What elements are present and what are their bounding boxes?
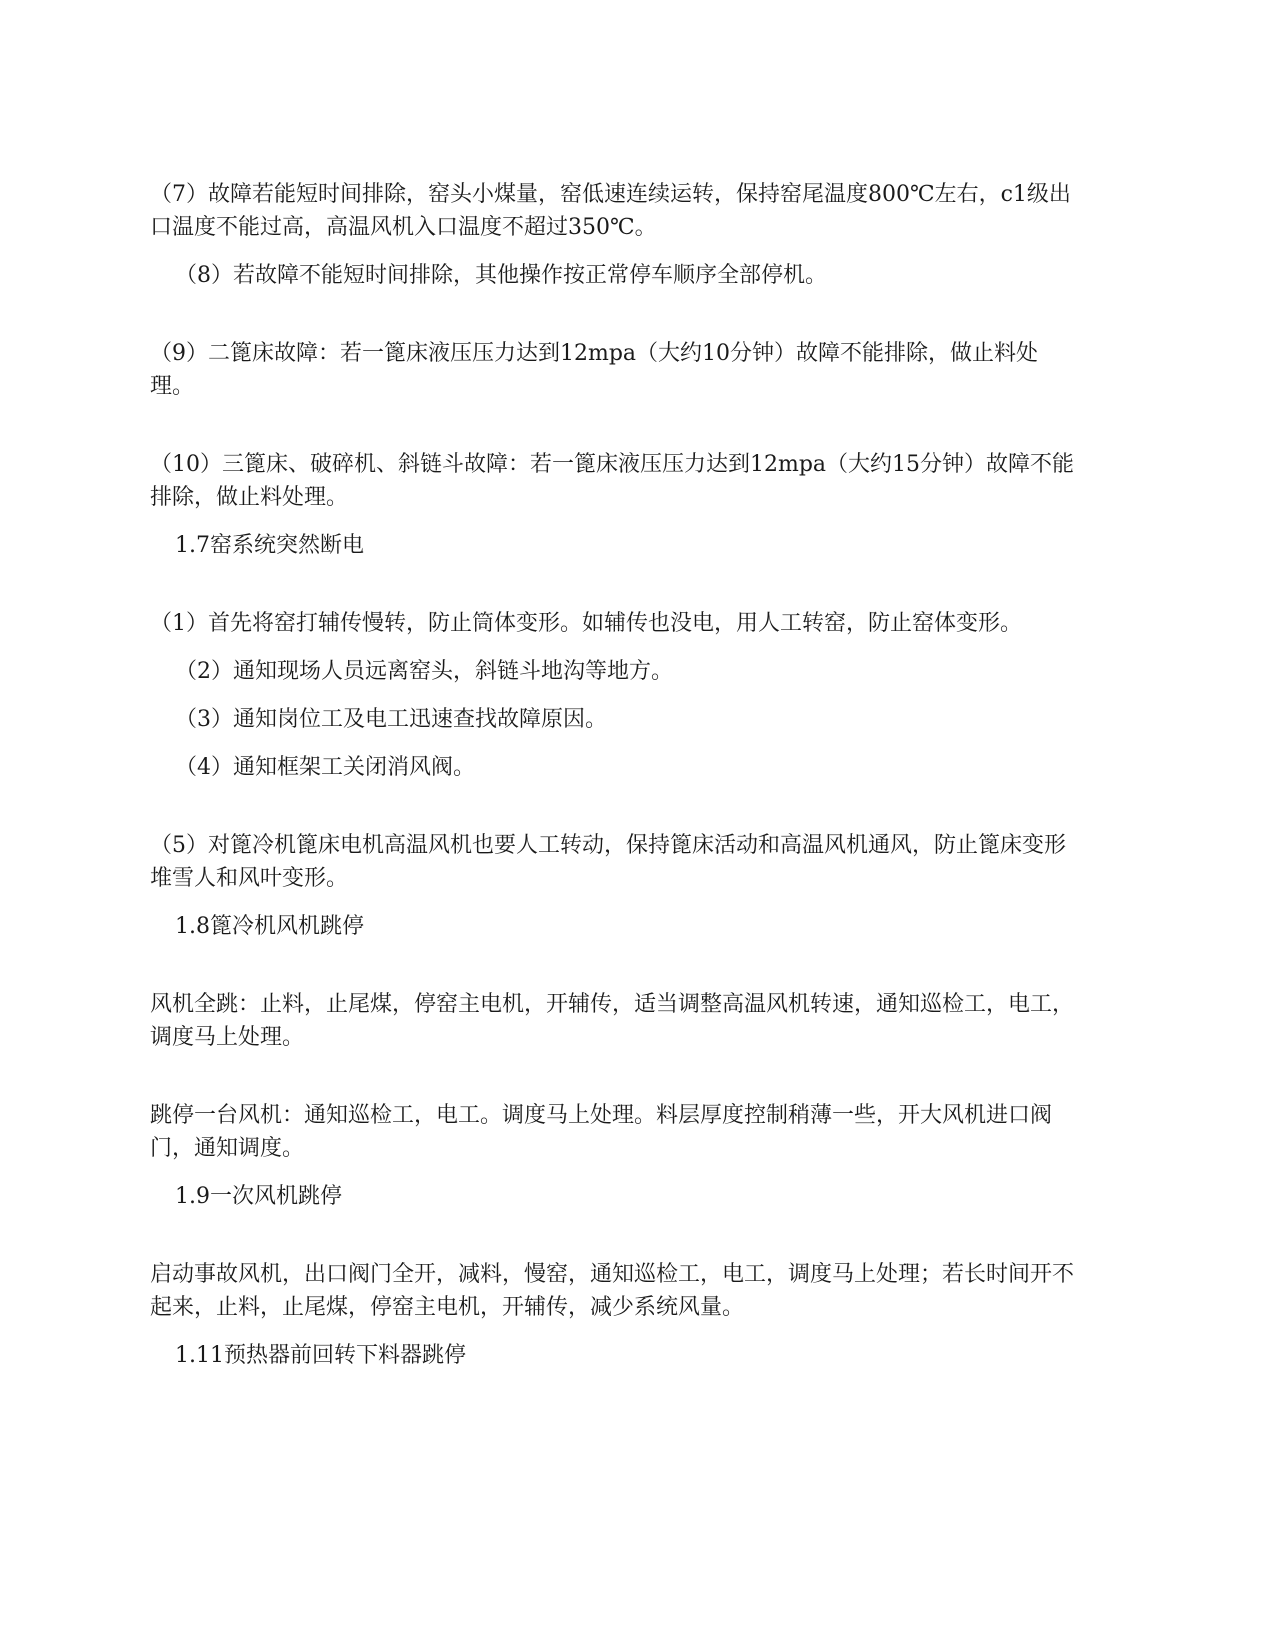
heading-1-7: 1.7窑系统突然断电 bbox=[175, 533, 364, 558]
power-item-4: （4）通知框架工关闭消风阀。 bbox=[175, 755, 475, 780]
heading-1-11: 1.11预热器前回转下料器跳停 bbox=[175, 1343, 466, 1368]
heading-1-8: 1.8篦冷机风机跳停 bbox=[175, 914, 364, 939]
fan-all-trip: 风机全跳：止料，止尾煤，停窑主电机，开辅传，适当调整高温风机转速，通知巡检工，电工，调度马上处理。 bbox=[150, 992, 1075, 1050]
heading-1-9: 1.9一次风机跳停 bbox=[175, 1184, 342, 1209]
power-item-1: （1）首先将窑打辅传慢转，防止筒体变形。如辅传也没电，用人工转窑，防止窑体变形。 bbox=[150, 611, 1023, 636]
item-8: （8）若故障不能短时间排除，其他操作按正常停车顺序全部停机。 bbox=[175, 263, 827, 288]
item-10: （10）三篦床、破碎机、斜链斗故障：若一篦床液压压力达到12mpa（大约15分钟）故障不能排除，做止料处理。 bbox=[150, 452, 1075, 510]
power-item-2: （2）通知现场人员远离窑头，斜链斗地沟等地方。 bbox=[175, 659, 673, 684]
item-7: （7）故障若能短时间排除，窑头小煤量，窑低速连续运转，保持窑尾温度800℃左右，c1级出口温度不能过高，高温风机入口温度不超过350℃。 bbox=[150, 182, 1071, 240]
power-item-5: （5）对篦冷机篦床电机高温风机也要人工转动，保持篦床活动和高温风机通风，防止篦床变形堆雪人和风叶变形。 bbox=[150, 833, 1067, 891]
power-item-3: （3）通知岗位工及电工迅速查找故障原因。 bbox=[175, 707, 607, 732]
fan-one-trip: 跳停一台风机：通知巡检工，电工。调度马上处理。料层厚度控制稍薄一些，开大风机进口阀门，通知调度。 bbox=[150, 1103, 1053, 1161]
item-9: （9）二篦床故障：若一篦床液压压力达到12mpa（大约10分钟）故障不能排除，做止料处理。 bbox=[150, 341, 1039, 399]
primary-fan-trip: 启动事故风机，出口阀门全开，减料，慢窑，通知巡检工，电工，调度马上处理；若长时间开不起来，止料，止尾煤，停窑主电机，开辅传，减少系统风量。 bbox=[150, 1262, 1075, 1320]
